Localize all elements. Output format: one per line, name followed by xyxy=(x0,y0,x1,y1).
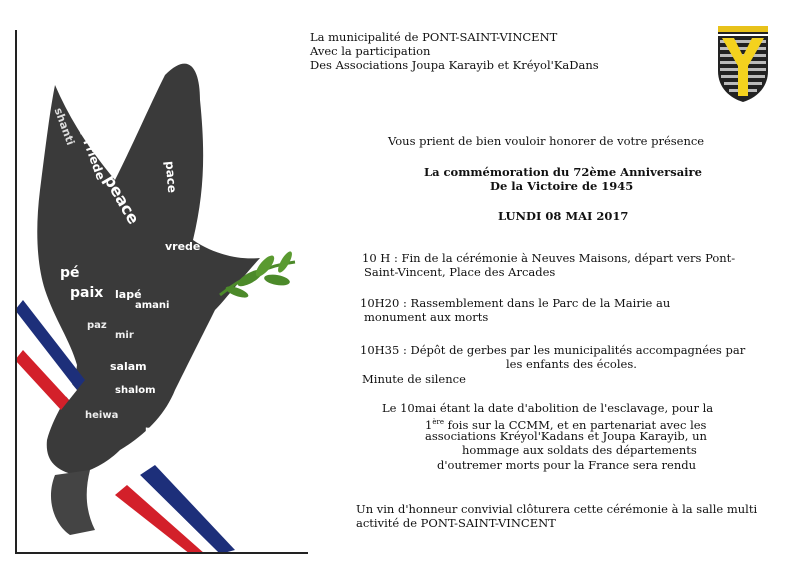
header-participation: Avec la participation xyxy=(310,44,431,58)
abolition-ordinal: 1 xyxy=(425,417,433,432)
abolition-line-4: hommage aux soldats des départements xyxy=(462,443,697,457)
art-word-lape: lapé xyxy=(115,288,142,301)
art-border-bottom xyxy=(15,552,308,554)
art-word-vrede: vrede xyxy=(165,240,201,253)
art-word-shalom: shalom xyxy=(115,385,156,396)
art-word-pe: pé xyxy=(60,265,80,281)
art-word-pace: pace xyxy=(162,160,180,194)
header-associations: Des Associations Joupa Karayib et Kréyol'KaDans xyxy=(310,58,599,72)
title-line-2: De la Victoire de 1945 xyxy=(490,179,634,193)
program-item-3-line-1: 10H35 : Dépôt de gerbes par les municipalités accompagnées par xyxy=(360,343,746,357)
abolition-line-2-text: fois sur la CCMM, et en partenariat avec les xyxy=(443,417,707,432)
program-item-2-line-1: 10H20 : Rassemblement dans le Parc de la Mairie au xyxy=(360,296,671,310)
art-word-paix: paix xyxy=(70,285,104,301)
closing-line-1: Un vin d'honneur convivial clôturera cette cérémonie à la salle multi xyxy=(356,502,758,516)
art-word-peace: peace xyxy=(100,171,144,228)
art-word-salam: salam xyxy=(110,360,147,373)
town-crest-icon xyxy=(716,26,770,102)
abolition-ordinal-suffix: ère xyxy=(432,418,444,426)
program-item-3-line-2: les enfants des écoles. xyxy=(506,357,637,371)
program-item-3-line-3: Minute de silence xyxy=(362,372,466,386)
program-item-1-line-2: Saint-Vincent, Place des Arcades xyxy=(364,265,556,279)
invitation-text: Vous prient de bien vouloir honorer de votre présence xyxy=(388,134,705,148)
header-municipality: La municipalité de PONT-SAINT-VINCENT xyxy=(310,30,558,44)
title-line-1: La commémoration du 72ème Anniversaire xyxy=(424,165,702,179)
art-border-left xyxy=(15,30,17,554)
program-item-2-line-2: monument aux morts xyxy=(364,310,489,324)
art-word-pax: pax xyxy=(145,425,166,436)
abolition-line-1: Le 10mai étant la date d'abolition de l'esclavage, pour la xyxy=(382,401,714,415)
program-item-1-line-1: 10 H : Fin de la cérémonie à Neuves Maisons, départ vers Pont- xyxy=(362,251,736,265)
closing-line-2: activité de PONT-SAINT-VINCENT xyxy=(356,516,556,530)
art-word-friede: der Friede xyxy=(71,112,108,182)
peace-dove-illustration xyxy=(15,30,308,554)
art-word-shanti: shanti xyxy=(51,106,78,147)
art-word-heiwa: heiwa xyxy=(85,410,119,421)
event-date: LUNDI 08 MAI 2017 xyxy=(498,209,629,223)
art-word-paz: paz xyxy=(87,320,107,331)
art-word-mir: mir xyxy=(115,330,134,341)
abolition-line-5: d'outremer morts pour la France sera rendu xyxy=(437,458,697,472)
abolition-line-3: associations Kréyol'Kadans et Joupa Karayib, un xyxy=(425,429,707,443)
art-word-amani: amani xyxy=(135,300,170,311)
